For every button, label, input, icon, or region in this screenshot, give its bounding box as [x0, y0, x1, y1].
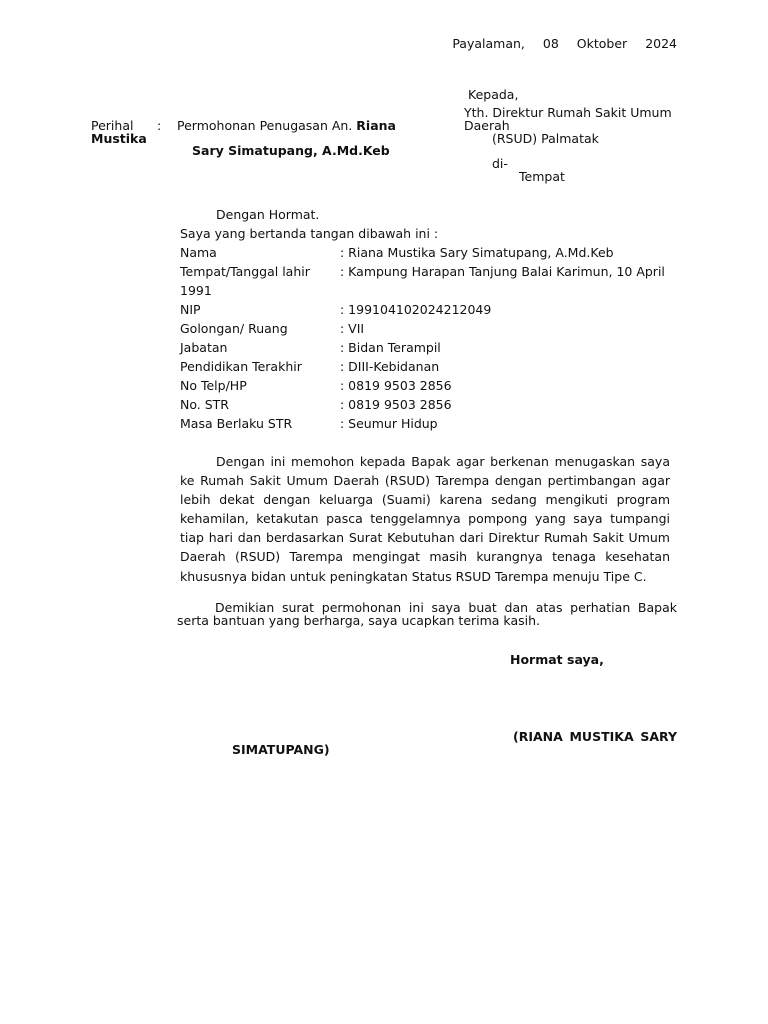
info-label: Golongan/ Ruang	[180, 321, 288, 336]
info-value: : Seumur Hidup	[340, 416, 438, 431]
info-row-str	[180, 397, 452, 412]
info-value: : VII	[340, 321, 365, 336]
info-row-nip	[180, 302, 491, 317]
date-day: 08	[542, 36, 559, 51]
info-row-ttl-cont	[180, 283, 212, 298]
recipient-line2: Daerah	[464, 118, 510, 133]
info-label: No. STR	[180, 397, 229, 412]
paragraph-1-text: Dengan ini memohon kepada Bapak agar berkenan menugaskan saya ke Rumah Sakit Umum Daerah (RSUD) Tarempa dengan pertimbangan agar lebih dekat dengan keluarga (Suami) karena sedang mengikuti program kehamilan, ketakutan pasca tenggelamnya pompong yang saya tumpangi tiap hari dan berdasarkan Surat Kebutuhan dari Direktur Rumah Sakit Umum Daerah (RSUD) Tarempa mengingat masih kurangnya tenaga kesehatan khususnya bidan untuk peningkatan Status RSUD Tarempa menuju Tipe C.	[180, 454, 670, 584]
date-year: 2024	[645, 36, 677, 51]
letter-date	[452, 36, 677, 51]
paragraph-2-line-2: serta bantuan yang berharga, saya ucapkan terima kasih.	[177, 613, 540, 628]
recipient-di: di-	[492, 156, 508, 171]
paragraph-2-line-1: Demikian surat permohonan ini saya buat dan atas perhatian Bapak	[215, 600, 677, 615]
date-month: Oktober	[576, 36, 628, 51]
info-label: No Telp/HP	[180, 378, 247, 393]
perihal-label: Perihal	[91, 118, 134, 133]
info-value: : Kampung Harapan Tanjung Balai Karimun, 10 April	[340, 264, 665, 279]
info-row-jabatan	[180, 340, 441, 355]
recipient-line3: (RSUD) Palmatak	[492, 131, 599, 146]
info-value: : DIII-Kebidanan	[340, 359, 440, 374]
body-paragraph-1	[180, 452, 670, 586]
perihal-name-c: Sary Simatupang, A.Md.Keb	[192, 143, 390, 158]
info-label: Jabatan	[180, 340, 228, 355]
body-paragraph-2	[177, 601, 677, 627]
perihal-colon: :	[157, 118, 162, 133]
greeting: Dengan Hormat.	[216, 207, 320, 222]
signature-name-line-1: (RIANA MUSTIKA SARY	[513, 729, 677, 744]
perihal-name-a: Riana	[356, 118, 396, 133]
info-row-nama	[180, 245, 614, 260]
recipient-kepada: Kepada,	[468, 87, 519, 102]
info-value: : Riana Mustika Sary Simatupang, A.Md.Keb	[340, 245, 614, 260]
recipient-tempat: Tempat	[519, 169, 565, 184]
recipient-line1: Yth. Direktur Rumah Sakit Umum	[464, 105, 672, 120]
signature-name-line-2: SIMATUPANG)	[232, 742, 330, 757]
info-row-golongan	[180, 321, 364, 336]
perihal-subject-text: Permohonan Penugasan An.	[177, 118, 353, 133]
intro-text: Saya yang bertanda tangan dibawah ini :	[180, 226, 439, 241]
info-label: Nama	[180, 245, 217, 260]
info-row-masa-berlaku	[180, 416, 438, 431]
info-value: : 0819 9503 2856	[340, 378, 452, 393]
info-value: : 199104102024212049	[340, 302, 492, 317]
info-label: Tempat/Tanggal lahir	[180, 264, 310, 279]
info-row-ttl	[180, 264, 665, 279]
closing-salutation: Hormat saya,	[510, 652, 604, 667]
info-label: Masa Berlaku STR	[180, 416, 293, 431]
info-row-pendidikan	[180, 359, 439, 374]
info-label: Pendidikan Terakhir	[180, 359, 302, 374]
perihal-name-b: Mustika	[91, 131, 147, 146]
info-value: : Bidan Terampil	[340, 340, 441, 355]
date-place: Payalaman,	[452, 36, 525, 51]
perihal-subject	[177, 118, 396, 133]
info-label: NIP	[180, 302, 201, 317]
info-value: 1991	[180, 283, 212, 298]
info-value: : 0819 9503 2856	[340, 397, 452, 412]
info-row-telp	[180, 378, 452, 393]
